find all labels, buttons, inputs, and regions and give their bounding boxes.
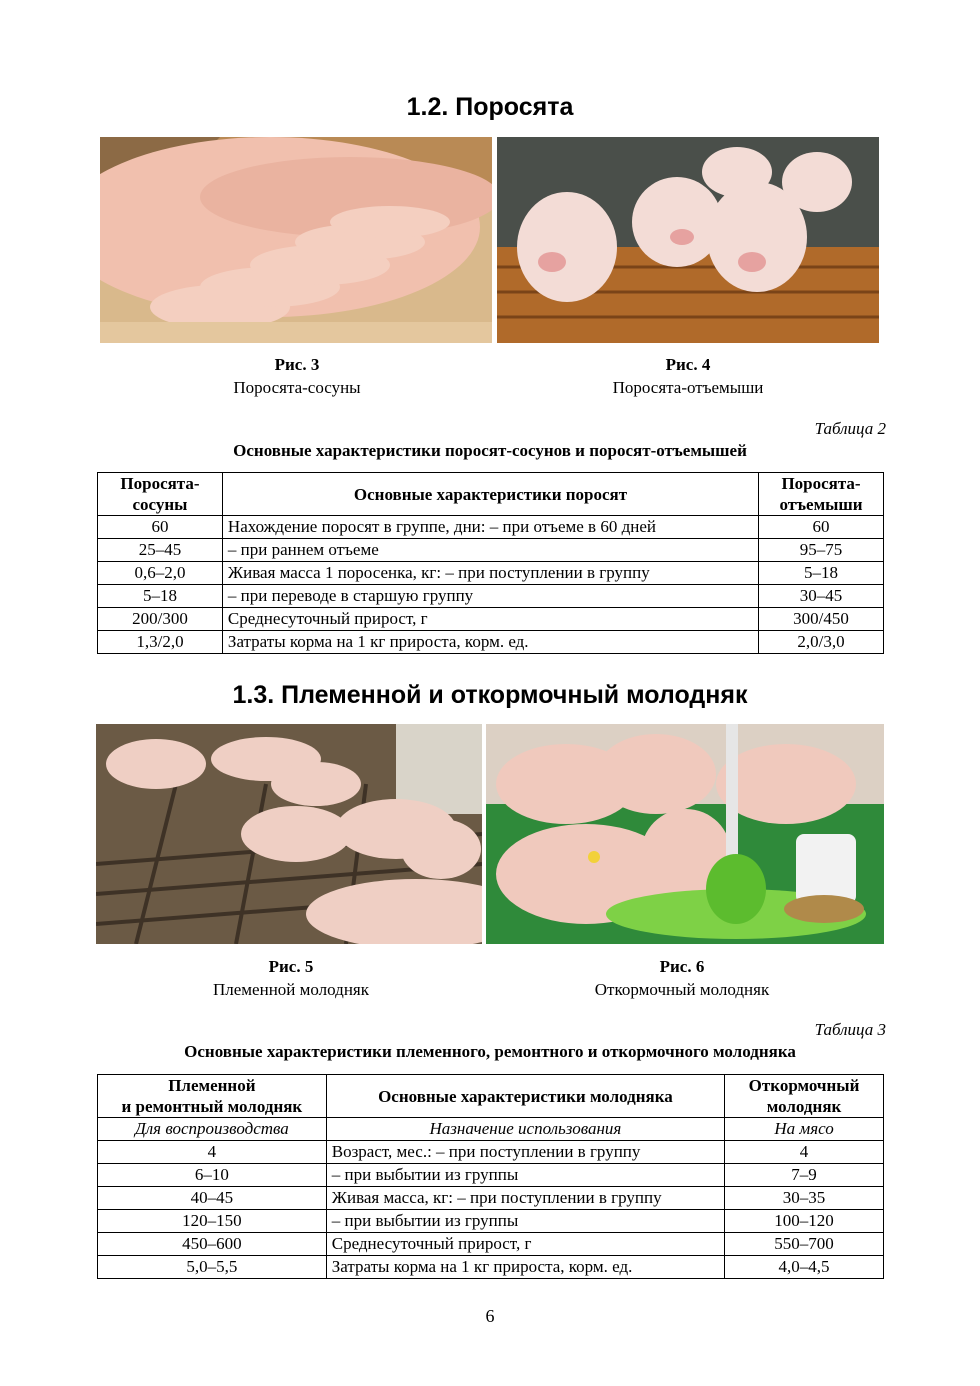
table-cell: 4 bbox=[725, 1141, 884, 1164]
table-row bbox=[98, 562, 884, 585]
figure-4-caption bbox=[538, 353, 838, 399]
table-cell: Затраты корма на 1 кг прироста, корм. ед. bbox=[326, 1256, 724, 1279]
table-header-cell: Поросята-сосуны bbox=[98, 473, 223, 516]
figure-3-text: Поросята-сосуны bbox=[233, 378, 361, 397]
table-subheader-row bbox=[98, 1118, 884, 1141]
table-cell: 4 bbox=[98, 1141, 327, 1164]
table-subheader-cell: Назначение использования bbox=[326, 1118, 724, 1141]
table-cell: 550–700 bbox=[725, 1233, 884, 1256]
figure-5-label: Рис. 5 bbox=[268, 957, 314, 976]
table-cell: – при переводе в старшую группу bbox=[222, 585, 758, 608]
table-cell: 95–75 bbox=[759, 539, 884, 562]
table-cell: 30–45 bbox=[759, 585, 884, 608]
table-header-cell: Откормочный молодняк bbox=[725, 1075, 884, 1118]
table-header-cell: Племенной и ремонтный молодняк bbox=[98, 1075, 327, 1118]
table-cell: 60 bbox=[98, 516, 223, 539]
table-row bbox=[98, 1256, 884, 1279]
table-row bbox=[98, 1164, 884, 1187]
table-row bbox=[98, 1210, 884, 1233]
table-2-number: Таблица 2 bbox=[814, 419, 886, 438]
table-header-cell: Поросята-отъемыши bbox=[759, 473, 884, 516]
page-number: 6 bbox=[485, 1306, 495, 1326]
section-heading-young-stock: 1.3. Племенной и откормочный молодняк bbox=[232, 681, 748, 709]
figure-4-label: Рис. 4 bbox=[665, 355, 711, 374]
table-cell: 4,0–4,5 bbox=[725, 1256, 884, 1279]
table-2-title: Основные характеристики поросят-сосунов и поросят-отъемышей bbox=[233, 441, 747, 460]
photo-fattening-young-stock bbox=[486, 724, 884, 944]
table-cell: 0,6–2,0 bbox=[98, 562, 223, 585]
table-cell: 300/450 bbox=[759, 608, 884, 631]
figure-5-caption bbox=[141, 955, 441, 1001]
table-cell: 60 bbox=[759, 516, 884, 539]
table-row bbox=[98, 608, 884, 631]
table-3-number: Таблица 3 bbox=[814, 1020, 886, 1039]
table-row bbox=[98, 1233, 884, 1256]
table-cell: 25–45 bbox=[98, 539, 223, 562]
table-cell: Среднесуточный прирост, г bbox=[222, 608, 758, 631]
table-header-row bbox=[98, 473, 884, 516]
table-cell: Возраст, мес.: – при поступлении в группу bbox=[326, 1141, 724, 1164]
table-cell: 5,0–5,5 bbox=[98, 1256, 327, 1279]
table-cell: Живая масса, кг: – при поступлении в группу bbox=[326, 1187, 724, 1210]
photo-suckling-piglets bbox=[100, 137, 492, 343]
table-row bbox=[98, 1187, 884, 1210]
figure-3-caption bbox=[147, 353, 447, 399]
table-3 bbox=[97, 1074, 884, 1279]
figure-6-text: Откормочный молодняк bbox=[594, 980, 770, 999]
section-heading-piglets: 1.2. Поросята bbox=[406, 93, 574, 121]
figure-6-label: Рис. 6 bbox=[659, 957, 705, 976]
table-cell: 5–18 bbox=[759, 562, 884, 585]
figure-3-label: Рис. 3 bbox=[274, 355, 320, 374]
table-cell: Живая масса 1 поросенка, кг: – при поступлении в группу bbox=[222, 562, 758, 585]
table-row bbox=[98, 516, 884, 539]
table-row bbox=[98, 631, 884, 654]
photo-weaned-piglets bbox=[497, 137, 879, 343]
table-row bbox=[98, 1141, 884, 1164]
table-cell: 120–150 bbox=[98, 1210, 327, 1233]
photo-breeding-young-stock bbox=[96, 724, 482, 944]
table-cell: 5–18 bbox=[98, 585, 223, 608]
table-cell: 40–45 bbox=[98, 1187, 327, 1210]
table-cell: Затраты корма на 1 кг прироста, корм. ед. bbox=[222, 631, 758, 654]
table-cell: 30–35 bbox=[725, 1187, 884, 1210]
table-2 bbox=[97, 472, 884, 654]
table-cell: 100–120 bbox=[725, 1210, 884, 1233]
table-cell: – при выбытии из группы bbox=[326, 1164, 724, 1187]
figure-5-text: Племенной молодняк bbox=[212, 980, 369, 999]
table-cell: – при раннем отъеме bbox=[222, 539, 758, 562]
table-cell: 1,3/2,0 bbox=[98, 631, 223, 654]
table-subheader-cell: Для воспроизводства bbox=[98, 1118, 327, 1141]
table-3-title: Основные характеристики племенного, ремонтного и откормочного молодняка bbox=[184, 1042, 796, 1061]
table-cell: 6–10 bbox=[98, 1164, 327, 1187]
table-row bbox=[98, 539, 884, 562]
figure-4-text: Поросята-отъемыши bbox=[612, 378, 764, 397]
table-subheader-cell: На мясо bbox=[725, 1118, 884, 1141]
figure-6-caption bbox=[532, 955, 832, 1001]
table-cell: 7–9 bbox=[725, 1164, 884, 1187]
table-cell: – при выбытии из группы bbox=[326, 1210, 724, 1233]
table-header-cell: Основные характеристики молодняка bbox=[326, 1075, 724, 1118]
table-cell: 450–600 bbox=[98, 1233, 327, 1256]
table-cell: Нахождение поросят в группе, дни: – при отъеме в 60 дней bbox=[222, 516, 758, 539]
table-cell: Среднесуточный прирост, г bbox=[326, 1233, 724, 1256]
table-header-row bbox=[98, 1075, 884, 1118]
table-row bbox=[98, 585, 884, 608]
table-cell: 200/300 bbox=[98, 608, 223, 631]
table-header-cell: Основные характеристики поросят bbox=[222, 473, 758, 516]
table-cell: 2,0/3,0 bbox=[759, 631, 884, 654]
